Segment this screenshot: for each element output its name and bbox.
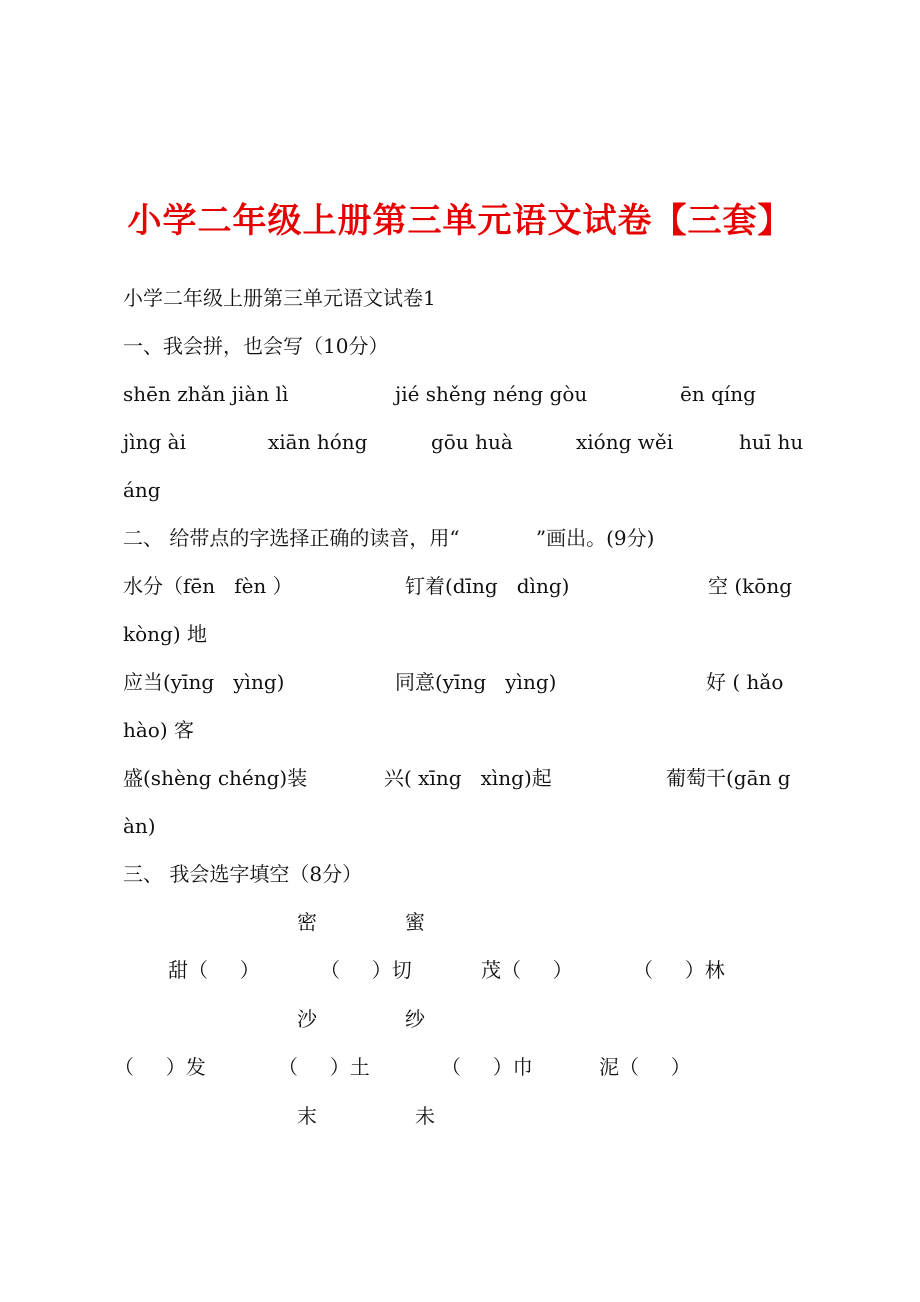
pinyin-item: jié shěng néng gòu	[395, 382, 588, 406]
reading-choice: 空 (kōng	[708, 574, 793, 598]
reading-choice: àn)	[123, 814, 156, 838]
fill-blank: （ ）土	[278, 1055, 370, 1079]
char-option: 纱	[405, 1007, 425, 1031]
fill-blank: 茂（ ）	[481, 958, 573, 982]
reading-choice: 钉着(dīng dìng)	[405, 574, 570, 598]
document-title: 小学二年级上册第三单元语文试卷【三套】	[127, 201, 793, 241]
char-option: 密	[297, 910, 317, 934]
pinyin-item: huī hu	[739, 430, 804, 454]
fill-blank: （ ）切	[320, 958, 412, 982]
reading-choice: hào) 客	[123, 718, 195, 742]
reading-choice: 应当(yīng yìng)	[123, 670, 285, 694]
char-option: 末	[297, 1104, 317, 1128]
fill-blank: 甜（ ）	[168, 958, 260, 982]
char-option: 未	[415, 1104, 435, 1128]
pinyin-item: shēn zhǎn jiàn lì	[123, 382, 289, 406]
reading-choice: 葡萄干(gān g	[666, 766, 791, 790]
pinyin-item: xiān hóng	[268, 430, 368, 454]
reading-choice: 同意(yīng yìng)	[395, 670, 557, 694]
pinyin-item: áng	[123, 478, 161, 502]
reading-choice: kòng) 地	[123, 622, 208, 646]
section2-heading: 二、 给带点的字选择正确的读音，用“ ”画出。(9分)	[123, 526, 655, 550]
pinyin-item: jìng ài	[123, 430, 186, 454]
pinyin-item: gōu huà	[431, 430, 513, 454]
reading-choice: 好 ( hǎo	[706, 670, 784, 694]
pinyin-item: xióng wěi	[576, 430, 674, 454]
reading-choice: 兴( xīng xìng)起	[384, 766, 552, 790]
reading-choice: 盛(shèng chéng)装	[123, 766, 308, 790]
section3-heading: 三、 我会选字填空（8分）	[123, 862, 363, 886]
fill-blank: （ ）发	[114, 1055, 206, 1079]
char-option: 蜜	[405, 910, 425, 934]
char-option: 沙	[297, 1007, 317, 1031]
reading-choice: 水分（fēn fèn ）	[123, 574, 293, 598]
fill-blank: （ ）巾	[441, 1055, 533, 1079]
exam-subtitle: 小学二年级上册第三单元语文试卷1	[123, 286, 436, 310]
fill-blank: （ ）林	[633, 958, 725, 982]
section1-heading: 一、我会拼，也会写（10分）	[123, 334, 389, 358]
fill-blank: 泥（ ）	[599, 1055, 691, 1079]
pinyin-item: ēn qíng	[680, 382, 756, 406]
